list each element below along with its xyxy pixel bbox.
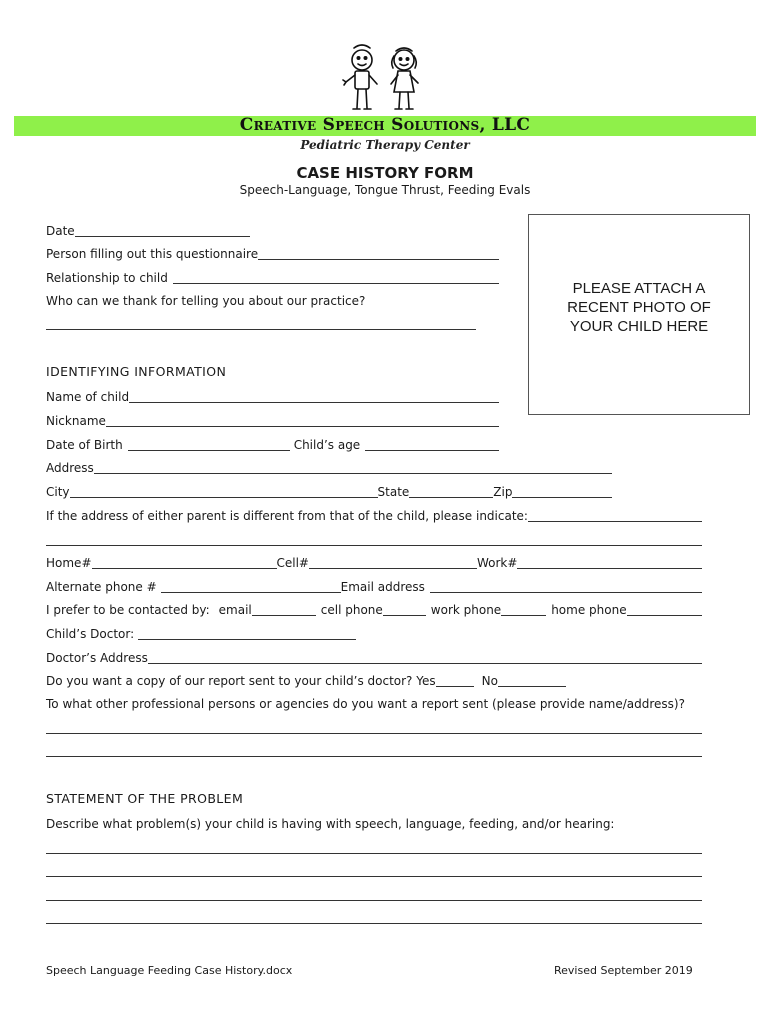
dob-age-field[interactable]: [46, 436, 499, 452]
form-title: CASE HISTORY FORM: [296, 164, 474, 182]
footer-revised: Revised September 2019: [554, 964, 693, 977]
person-filling-field[interactable]: [46, 245, 499, 261]
person-filling-label: Person filling out this questionnaire: [46, 247, 259, 261]
cell-line[interactable]: [309, 556, 477, 569]
phones-field[interactable]: [46, 554, 702, 570]
report-copy-yes-line[interactable]: [436, 674, 474, 687]
doctors-address-line[interactable]: [148, 651, 702, 664]
contact-work-line[interactable]: [501, 603, 546, 616]
address-line[interactable]: [94, 461, 612, 474]
address-label: Address: [46, 461, 94, 475]
different-address-label: If the address of either parent is different from that of the child, please indicate:: [46, 509, 528, 523]
work-line[interactable]: [517, 556, 702, 569]
alt-phone-label: Alternate phone #: [46, 580, 157, 594]
other-professionals-line-1[interactable]: [46, 733, 702, 734]
city-state-zip-field[interactable]: [46, 483, 612, 499]
other-professionals-label: To what other professional persons or agencies do you want a report sent (please provide name/address)?: [46, 697, 685, 711]
nickname-line[interactable]: [106, 414, 499, 427]
relationship-line[interactable]: [173, 271, 499, 284]
city-label: City: [46, 485, 70, 499]
other-professionals-field: [46, 695, 726, 711]
different-address-line-2[interactable]: [46, 545, 702, 546]
footer-filename: Speech Language Feeding Case History.docx: [46, 964, 293, 977]
dob-line[interactable]: [128, 438, 290, 451]
childs-doctor-label: Child’s Doctor:: [46, 627, 135, 641]
problem-line-1[interactable]: [46, 853, 702, 854]
different-address-line[interactable]: [528, 509, 702, 522]
contact-home-line[interactable]: [627, 603, 702, 616]
name-of-child-field[interactable]: [46, 388, 499, 404]
referral-field: [46, 292, 499, 308]
contact-cell-label: cell phone: [320, 603, 383, 617]
date-label: Date: [46, 224, 75, 238]
photo-box-text: PLEASE ATTACH A RECENT PHOTO OF YOUR CHILD HERE: [567, 280, 711, 335]
zip-line[interactable]: [512, 485, 612, 498]
company-name: Creative Speech Solutions, LLC: [239, 115, 531, 135]
alt-phone-email-field[interactable]: [46, 578, 702, 594]
other-professionals-line-2[interactable]: [46, 756, 702, 757]
nickname-label: Nickname: [46, 414, 106, 428]
contact-cell-line[interactable]: [383, 603, 426, 616]
name-of-child-line[interactable]: [129, 390, 499, 403]
problem-heading: STATEMENT OF THE PROBLEM: [46, 791, 244, 806]
childs-doctor-line[interactable]: [138, 627, 356, 640]
childs-age-label: Child’s age: [293, 438, 361, 452]
report-copy-no-line[interactable]: [498, 674, 566, 687]
problem-line-4[interactable]: [46, 923, 702, 924]
nickname-field[interactable]: [46, 412, 499, 428]
home-label: Home#: [46, 556, 92, 570]
contact-pref-field[interactable]: [46, 601, 702, 617]
report-copy-no-label: No: [481, 674, 498, 688]
report-copy-label: Do you want a copy of our report sent to your child’s doctor? Yes: [46, 674, 436, 688]
photo-attach-box: [528, 214, 750, 415]
childs-doctor-field[interactable]: [46, 625, 356, 641]
name-of-child-label: Name of child: [46, 390, 130, 404]
alt-phone-line[interactable]: [161, 580, 341, 593]
childs-age-line[interactable]: [365, 438, 499, 451]
identifying-heading: IDENTIFYING INFORMATION: [46, 364, 227, 379]
relationship-field[interactable]: [46, 269, 499, 285]
work-label: Work#: [476, 556, 518, 570]
state-label: State: [377, 485, 410, 499]
contact-home-label: home phone: [551, 603, 627, 617]
home-line[interactable]: [92, 556, 277, 569]
relationship-label: Relationship to child: [46, 271, 168, 285]
email-address-line[interactable]: [430, 580, 702, 593]
contact-work-label: work phone: [430, 603, 502, 617]
address-field[interactable]: [46, 459, 612, 475]
email-address-label: Email address: [340, 580, 425, 594]
report-copy-field[interactable]: [46, 672, 566, 688]
doctors-address-field[interactable]: [46, 649, 702, 665]
zip-label: Zip: [493, 485, 513, 499]
city-line[interactable]: [70, 485, 378, 498]
problem-describe-field: [46, 815, 702, 831]
date-line[interactable]: [75, 224, 250, 237]
contact-email-label: email: [218, 603, 252, 617]
different-address-field[interactable]: [46, 507, 702, 523]
date-field[interactable]: [46, 222, 250, 238]
contact-email-line[interactable]: [252, 603, 316, 616]
company-subtitle: Pediatric Therapy Center: [300, 138, 470, 152]
cell-label: Cell#: [276, 556, 309, 570]
problem-line-2[interactable]: [46, 876, 702, 877]
doctors-address-label: Doctor’s Address: [46, 651, 148, 665]
state-line[interactable]: [409, 485, 493, 498]
dob-label: Date of Birth: [46, 438, 123, 452]
contact-pref-label: I prefer to be contacted by:: [46, 603, 210, 617]
children-logo: [340, 42, 430, 116]
referral-line[interactable]: [46, 329, 476, 330]
form-subtitle: Speech-Language, Tongue Thrust, Feeding Evals: [239, 183, 531, 197]
person-filling-line[interactable]: [258, 247, 499, 260]
problem-line-3[interactable]: [46, 900, 702, 901]
referral-label: Who can we thank for telling you about our practice?: [46, 294, 366, 308]
problem-describe-label: Describe what problem(s) your child is having with speech, language, feeding, and/or hearing:: [46, 817, 615, 831]
